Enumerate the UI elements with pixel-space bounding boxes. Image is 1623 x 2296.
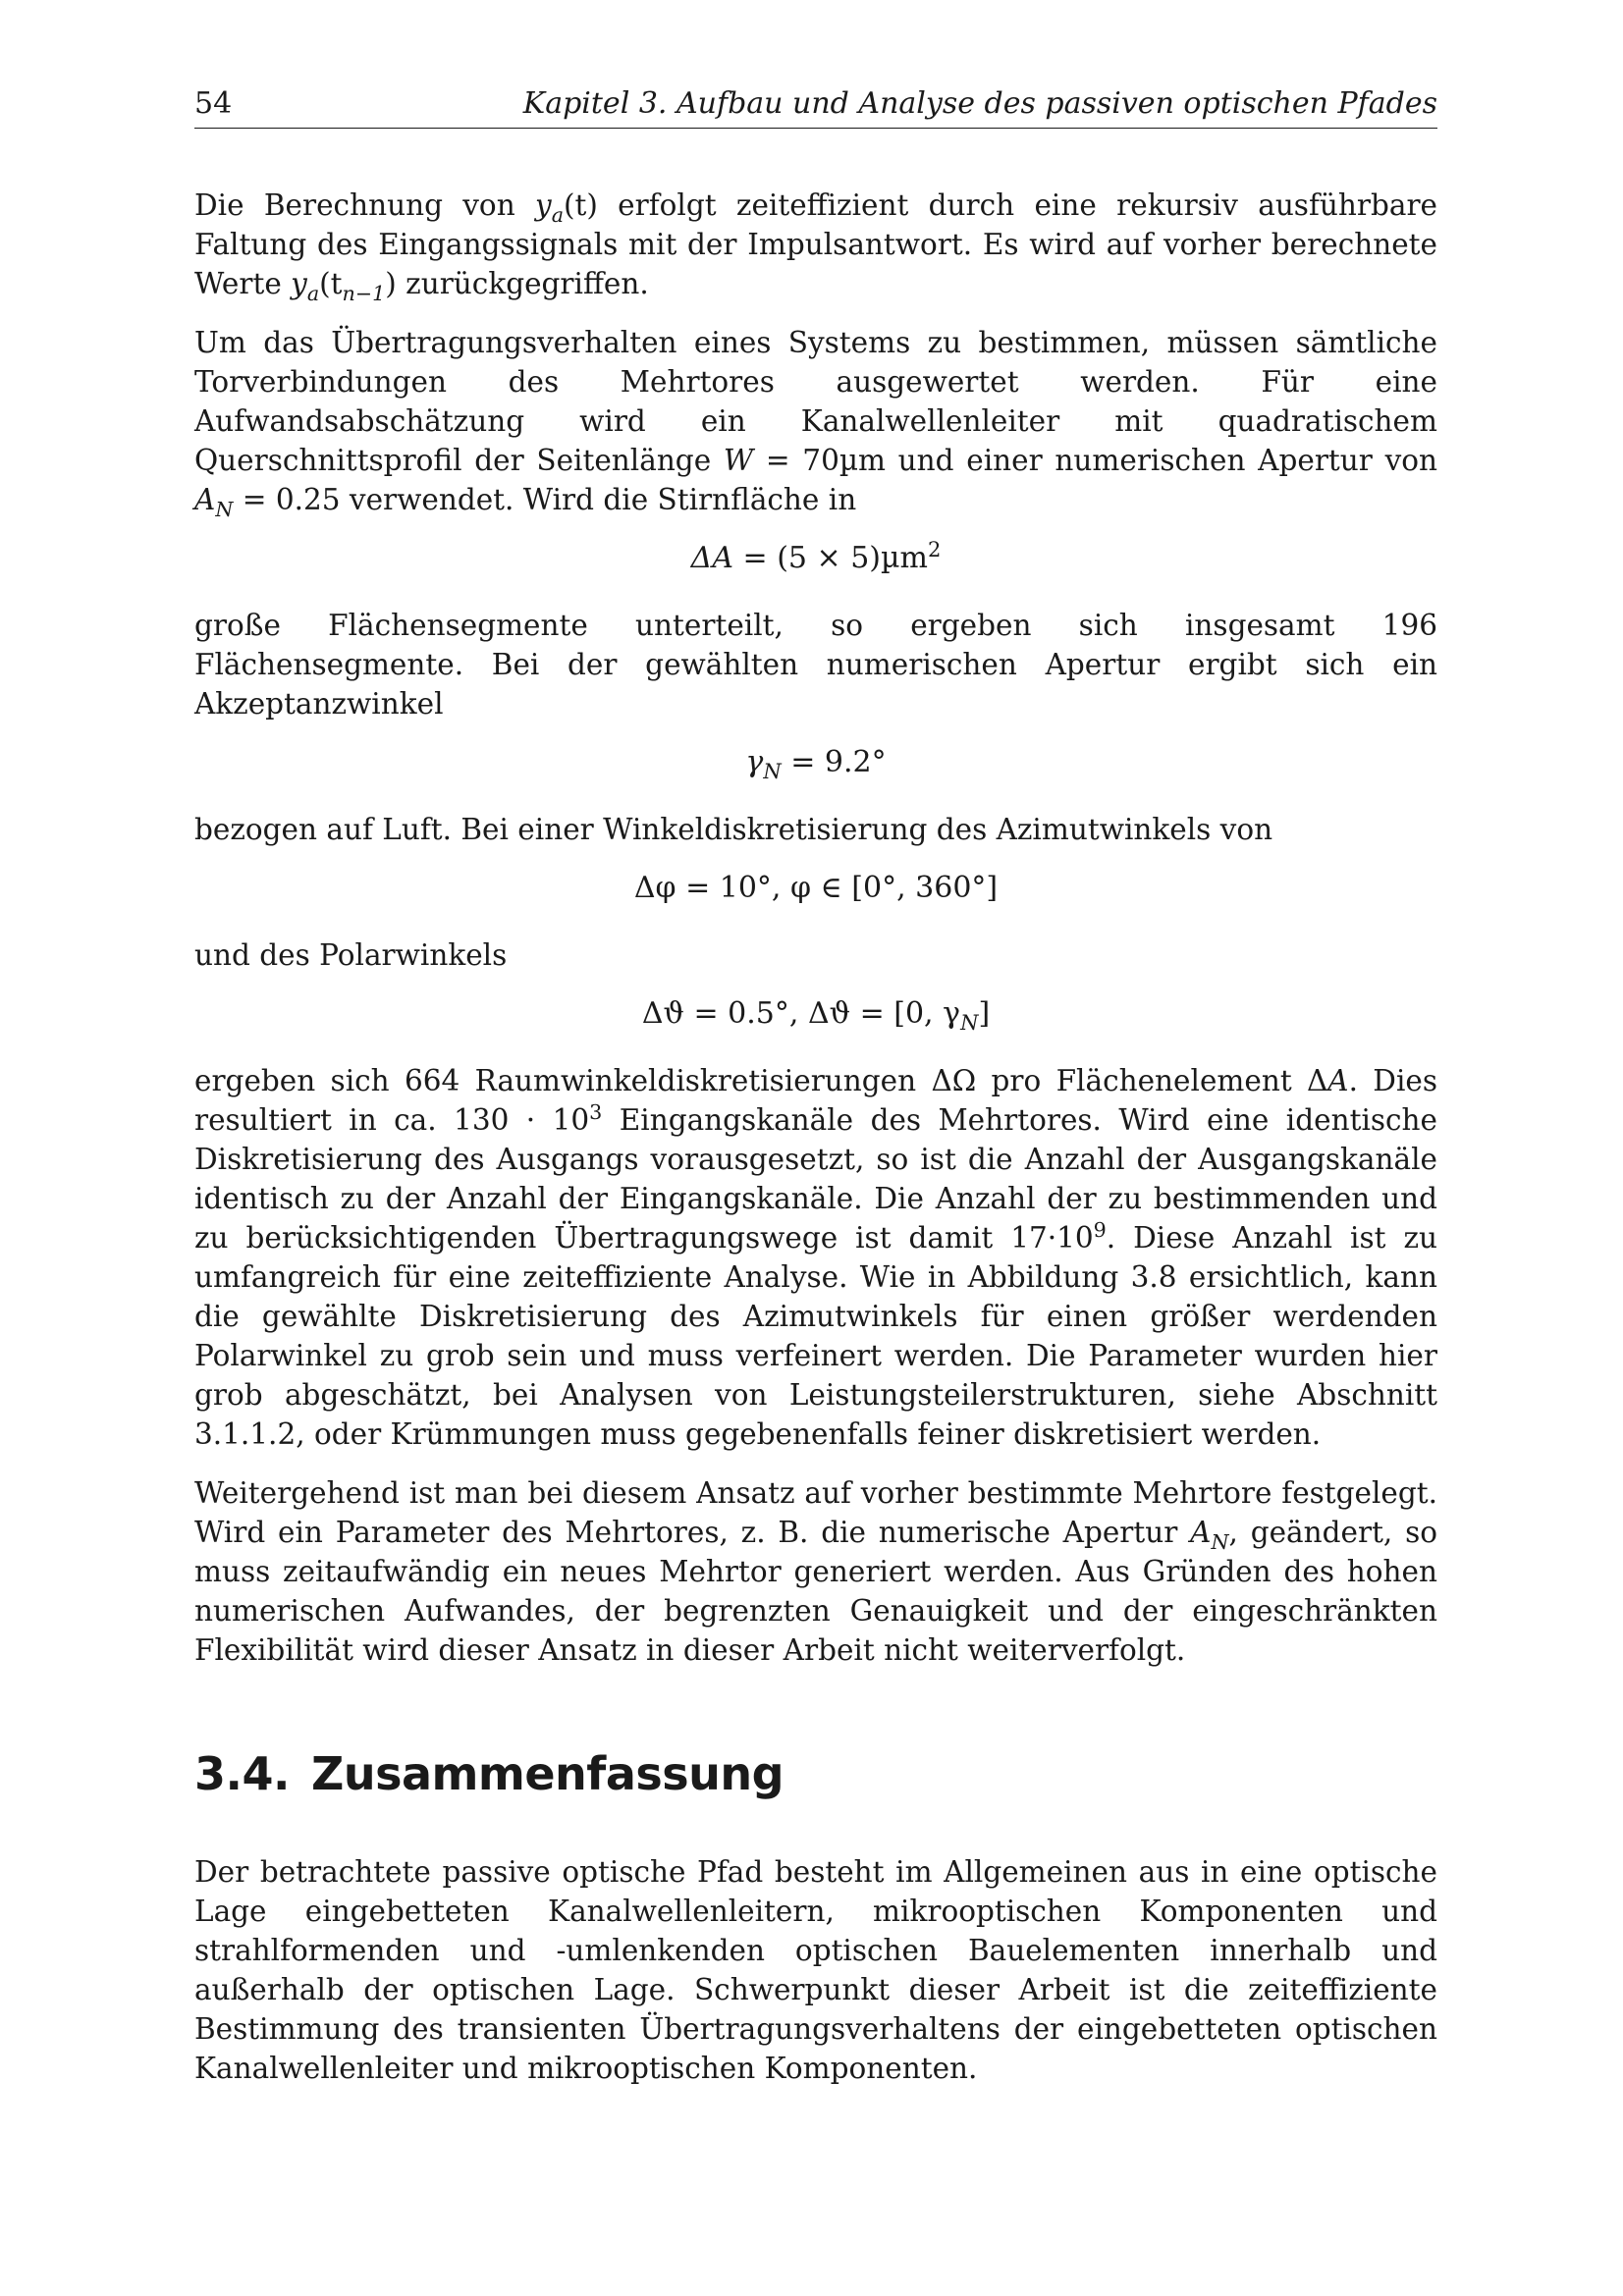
- paragraph-channels: ergeben sich 664 Raumwinkeldiskretisierungen ΔΩ pro Flächenelement ΔA. Dies resultiert in ca. $130 \cdot 10^3$ Eingangskanäle des Mehrtores. Wird eine identische Diskretisierung des Ausgangs vorausgesetzt, so ist die Anzahl der Ausgangskanäle identisch zu der Anzahl der Eingangskanäle. Die Anzahl der zu bestimmenden und zu berücksichtigenden Übertragungswege ist damit $17\cdot 10^9$. Diese Anzahl ist zu umfangreich für eine zeiteffiziente Analyse. Wie in Abbildung 3.8 ersichtlich, kann die gewählte Diskretisierung des Azimutwinkels für einen größer werdenden Polarwinkel zu grob sein und muss verfeinert werden. Die Parameter wurden hier grob abgeschätzt, bei Analysen von Leistungsteilerstrukturen, siehe Abschnitt 3.1.1.2, oder Krümmungen muss gegebenenfalls feiner diskretisiert werden.: [194, 1064, 1437, 1451]
- equation-acceptance-angle: $\gamma_N = 9.2^\circ$: [745, 745, 887, 783]
- chapter-title: Kapitel 3. Aufbau und Analyse des passiven optischen Pfades: [522, 86, 1437, 121]
- section-number: 3.4.: [194, 1747, 290, 1800]
- paragraph-polar: und des Polarwinkels: [194, 938, 508, 972]
- paragraph-azimuth: bezogen auf Luft. Bei einer Winkeldiskretisierung des Azimutwinkels von: [194, 813, 1273, 846]
- paragraph-summary: Der betrachtete passive optische Pfad besteht im Allgemeinen aus in eine optische Lage eingebetteten Kanalwellenleitern, mikrooptischen Komponenten und strahlformenden und -umlenkenden optischen Bauelementen innerhalb und außerhalb der optischen Lage. Schwerpunkt dieser Arbeit ist die zeiteffiziente Bestimmung des transienten Übertragungsverhaltens der eingebetteten optischen Kanalwellenleiter und mikrooptischen Komponenten.: [194, 1855, 1437, 2085]
- paragraph-segments: große Flächensegmente unterteilt, so ergeben sich insgesamt 196 Flächensegmente. Bei der gewählten numerischen Apertur ergibt sich ein Akzeptanzwinkel: [194, 609, 1437, 721]
- page: [194, 84, 1437, 2108]
- paragraph-effort-estimate: Um das Übertragungsverhalten eines Systems zu bestimmen, müssen sämtliche Torverbindungen des Mehrtores ausgewertet werden. Für eine Aufwandsabschätzung wird ein Kanalwellenleiter mit quadratischem Querschnittsprofil der Seitenlänge W = 70µm und einer numerischen Apertur von $A_N = 0.25$ verwendet. Wird die Stirnfläche in: [194, 326, 1437, 521]
- equation-area-segment: ΔA = (5 × 5)µm$^2$: [690, 538, 942, 575]
- equation-polar-discretization: Δϑ = 0.5°, Δϑ = [0, $\gamma_N$]: [641, 996, 991, 1035]
- paragraph-flexibility: Weitergehend ist man bei diesem Ansatz auf vorher bestimmte Mehrtore festgelegt. Wird ein Parameter des Mehrtores, z. B. die numerische Apertur $A_N$, geändert, so muss zeitaufwändig ein neues Mehrtor generiert werden. Aus Gründen des hohen numerischen Aufwandes, der begrenzten Genauigkeit und der eingeschränkten Flexibilität wird dieser Ansatz in dieser Arbeit nicht weiterverfolgt.: [194, 1476, 1437, 1667]
- section-title: Zusammenfassung: [310, 1747, 784, 1800]
- running-header: [194, 84, 1437, 129]
- paragraph-convolution: Die Berechnung von $y_a(t)$ erfolgt zeiteffizient durch eine rekursiv ausführbare Faltung des Eingangssignals mit der Impulsantwort. Es wird auf vorher berechnete Werte $y_a(t_{n-1})$ zurückgegriffen.: [194, 188, 1438, 305]
- page-number: 54: [194, 86, 233, 121]
- body-text: [194, 186, 1437, 2088]
- section-heading: [194, 1746, 1437, 1801]
- equation-azimuth-discretization: Δφ = 10°, φ ∈ [0°, 360°]: [633, 871, 999, 905]
